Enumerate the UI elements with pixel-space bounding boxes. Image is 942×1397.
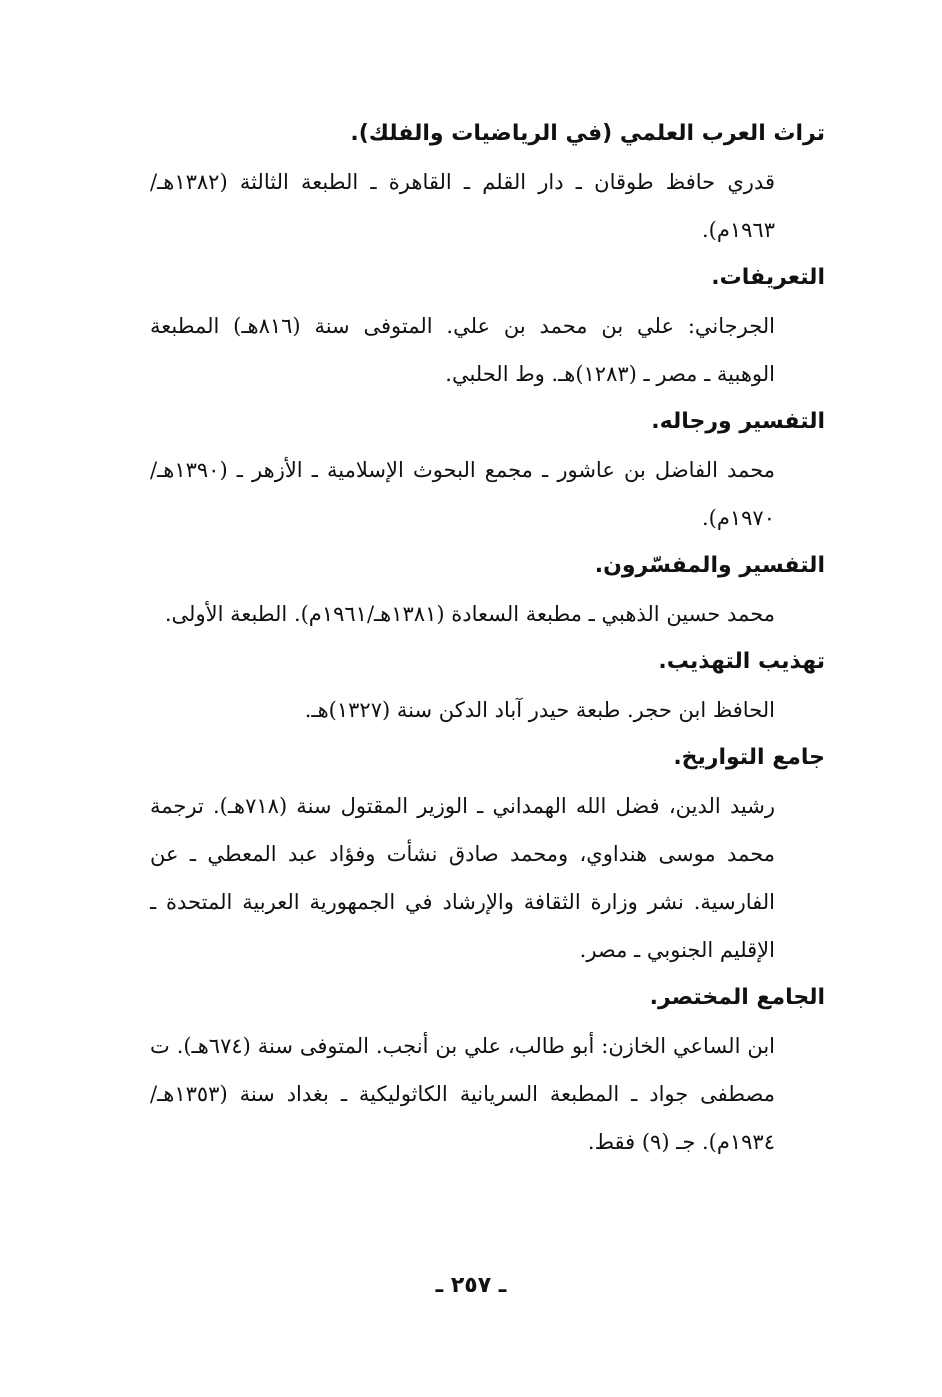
- entry-title: الجامع المختصر.: [649, 985, 825, 1010]
- entry-title: التفسير والمفسّرون.: [594, 553, 825, 578]
- entry-title: التفسير ورجاله.: [651, 409, 825, 434]
- entry-details: الحافظ ابن حجر. طبعة حيدر آباد الدكن سنة (١٣٢٧)هـ.: [304, 698, 775, 722]
- entry-details: رشيد الدين، فضل الله الهمداني ـ الوزير المقتول سنة (٧١٨هـ). ترجمة محمد موسى هنداوي، ومحمد صادق نشأت وفؤاد عبد المعطي ـ عن الفارسية. نشر وزارة الثقافة والإرشاد في الجمهورية العربية المتحدة ـ الإقليم الجنوبي ـ مصر.: [150, 794, 775, 962]
- bibliography-entry: [150, 542, 825, 638]
- entry-details: الجرجاني: علي بن محمد بن علي. المتوفى سنة (٨١٦هـ) المطبعة الوهبية ـ مصر ـ (١٢٨٣)هـ. وط الحلبي.: [150, 314, 776, 386]
- entry-details: قدري حافظ طوقان ـ دار القلم ـ القاهرة ـ الطبعة الثالثة (١٣٨٢هـ/١٩٦٣م).: [150, 170, 775, 242]
- bibliography-entry: [150, 110, 825, 254]
- bibliography-entry: [150, 254, 825, 398]
- entry-title: تراث العرب العلمي (في الرياضيات والفلك).: [350, 121, 825, 146]
- entry-details: محمد الفاضل بن عاشور ـ مجمع البحوث الإسلامية ـ الأزهر ـ (١٣٩٠هـ/١٩٧٠م).: [150, 458, 775, 530]
- entry-title: التعريفات.: [711, 265, 825, 290]
- entry-details: محمد حسين الذهبي ـ مطبعة السعادة (١٣٨١هـ/١٩٦١م). الطبعة الأولى.: [164, 602, 775, 626]
- entry-details: ابن الساعي الخازن: أبو طالب، علي بن أنجب. المتوفى سنة (٦٧٤هـ). ت مصطفى جواد ـ المطبعة السريانية الكاثوليكية ـ بغداد سنة (١٣٥٣هـ/١٩٣٤م). جـ (٩) فقط.: [150, 1034, 775, 1154]
- entry-title: تهذيب التهذيب.: [658, 649, 825, 674]
- entry-title: جامع التواريخ.: [673, 745, 825, 770]
- bibliography-list: [150, 110, 825, 1166]
- bibliography-entry: [150, 398, 825, 542]
- bibliography-entry: [150, 974, 825, 1166]
- bibliography-entry: [150, 638, 825, 734]
- page-number: ـ ٢٥٧ ـ: [435, 1273, 507, 1298]
- bibliography-entry: [150, 734, 825, 974]
